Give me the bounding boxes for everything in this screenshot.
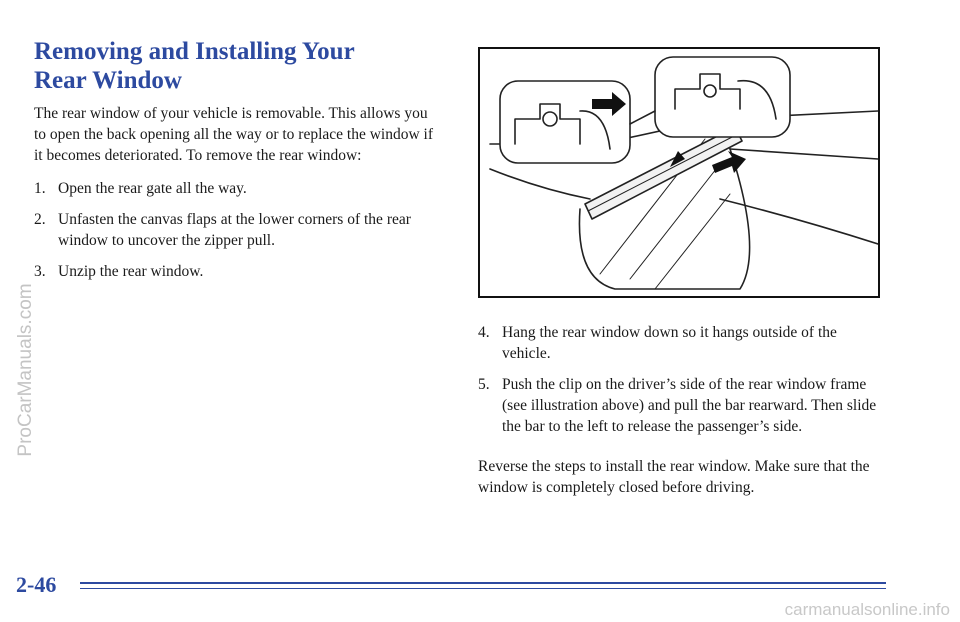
lower-line xyxy=(720,199,878,244)
page-number: 2-46 xyxy=(16,572,57,597)
rear-window-illustration xyxy=(478,47,880,298)
step-item xyxy=(478,374,888,437)
step-number: 5. xyxy=(478,376,490,393)
step-item xyxy=(34,178,444,199)
footer-rule-thin xyxy=(80,588,886,589)
glass-reflection xyxy=(655,194,730,289)
leader-line xyxy=(630,111,655,124)
intro-paragraph: The rear window of your vehicle is removable. This allows you to open the back opening all the way or to replace the window if it becomes deteriorated. To remove the rear window: xyxy=(34,105,433,164)
step-number: 3. xyxy=(34,263,46,280)
step-text: Push the clip on the driver’s side of the rear window frame (see illustration above) and pull the bar rearward. Then slide the bar to the left to release the passenger’s side. xyxy=(502,376,877,435)
steps-list-left xyxy=(34,178,444,292)
frame-line xyxy=(730,149,878,159)
watermark xyxy=(6,140,46,600)
footer-rule xyxy=(80,582,886,584)
step-text: Unfasten the canvas flaps at the lower corners of the rear window to uncover the zipper pull. xyxy=(58,211,411,249)
step-number: 1. xyxy=(34,180,46,197)
heading-line-1: Removing and Installing Your xyxy=(34,38,355,65)
page-heading xyxy=(34,37,355,95)
step-text: Hang the rear window down so it hangs outside of the vehicle. xyxy=(502,324,837,362)
site-watermark: carmanualsonline.info xyxy=(784,600,950,619)
inset-detail-1 xyxy=(500,81,630,163)
step-text: Open the rear gate all the way. xyxy=(58,180,247,197)
step-text: Unzip the rear window. xyxy=(58,263,204,280)
step-item xyxy=(34,209,444,251)
step-item xyxy=(478,322,888,364)
closing-paragraph: Reverse the steps to install the rear window. Make sure that the window is completely closed before driving. xyxy=(478,458,870,496)
illustration-drawing xyxy=(480,49,878,296)
step-number: 2. xyxy=(34,211,46,228)
page-footer xyxy=(16,572,886,597)
step-number: 4. xyxy=(478,324,490,341)
watermark-text: ProCarManuals.com xyxy=(15,283,36,457)
step-item xyxy=(34,261,444,282)
body-line xyxy=(490,169,590,199)
heading-line-2: Rear Window xyxy=(34,67,182,94)
steps-list-right xyxy=(478,322,888,447)
